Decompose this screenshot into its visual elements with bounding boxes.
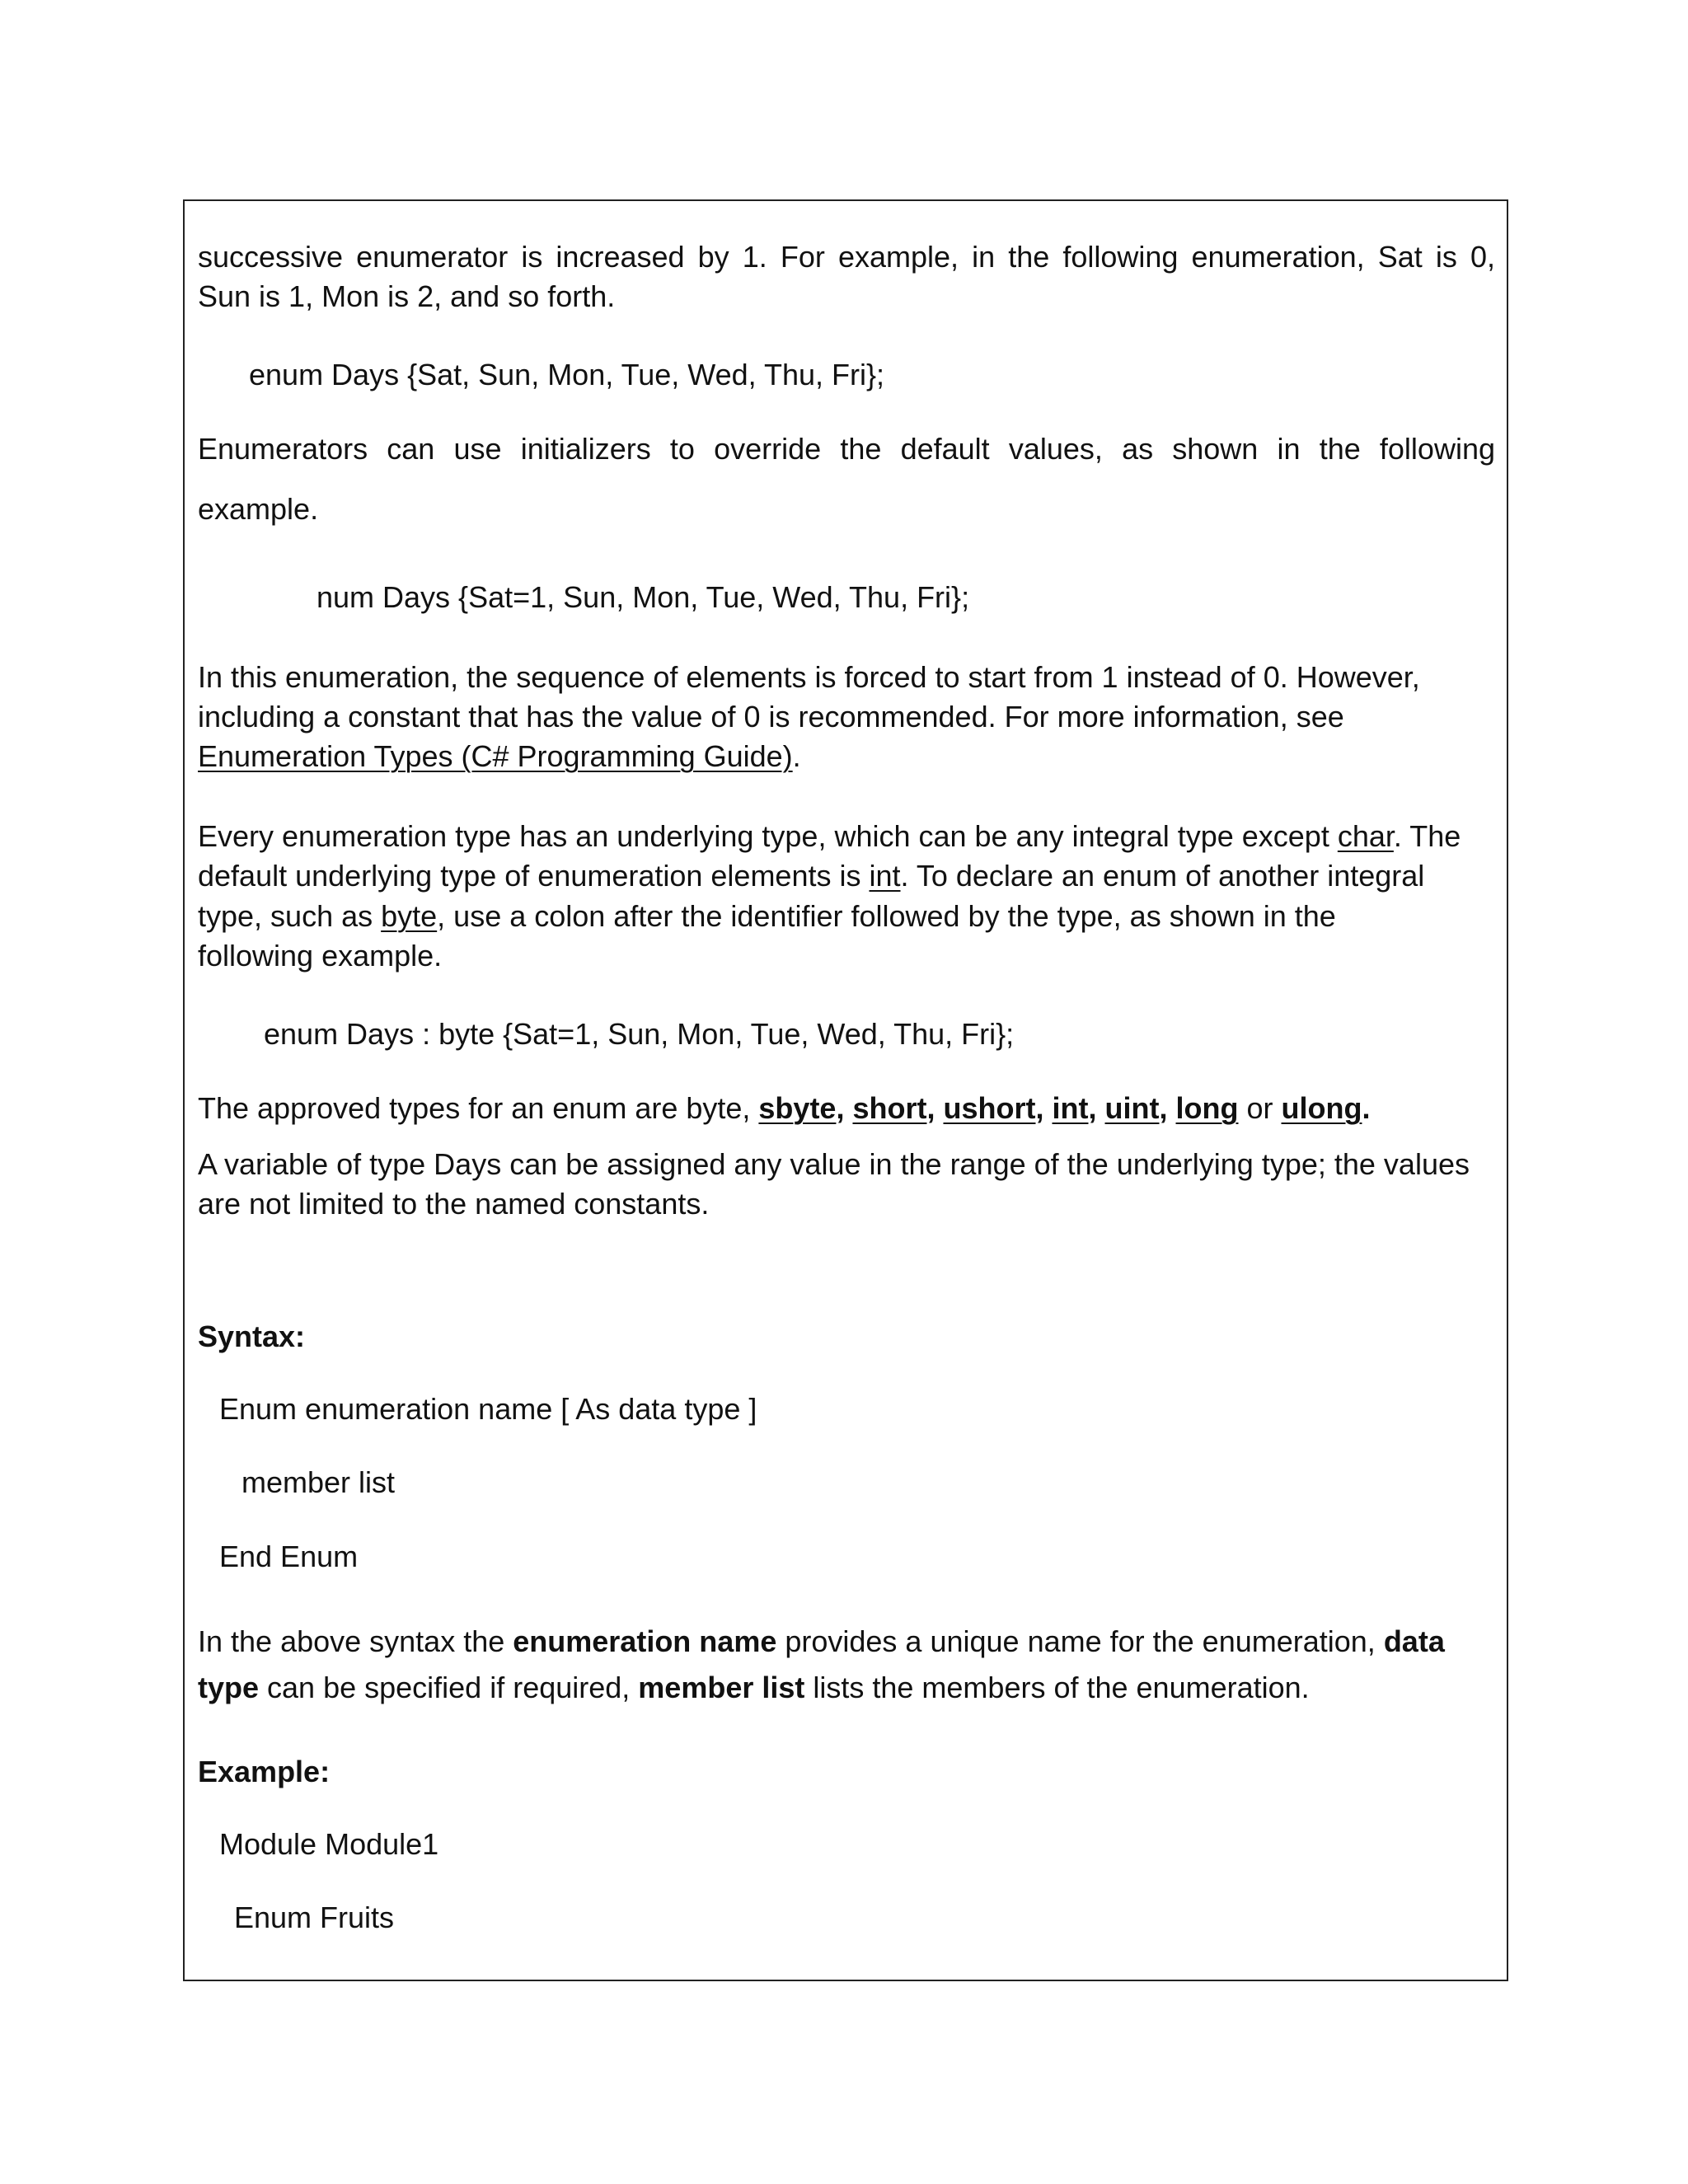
long-link[interactable]: long: [1175, 1091, 1239, 1125]
int-type-link[interactable]: int: [1052, 1091, 1089, 1125]
ushort-link[interactable]: ushort: [943, 1091, 1036, 1125]
ulong-link[interactable]: ulong: [1281, 1091, 1362, 1125]
paragraph-variable-line2: are not limited to the named constants.: [198, 1187, 710, 1221]
paragraph-sequence-line2: including a constant that has the value of 0 is recommended. For more information, see: [198, 700, 1344, 733]
code-num-days: num Days {Sat=1, Sun, Mon, Tue, Wed, Thu, Fri};: [316, 580, 970, 614]
syntax-heading: Syntax:: [198, 1319, 306, 1353]
sbyte-link[interactable]: sbyte: [758, 1091, 837, 1125]
paragraph-initializers-line2: example.: [198, 492, 319, 526]
code-enum-days-byte: enum Days : byte {Sat=1, Sun, Mon, Tue, Wed, Thu, Fri};: [264, 1017, 1015, 1051]
char-link[interactable]: char: [1337, 819, 1394, 853]
code-enum-days: enum Days {Sat, Sun, Mon, Tue, Wed, Thu, Fri};: [249, 358, 885, 391]
paragraph-approved-types: The approved types for an enum are byte, sbyte, short, ushort, int, uint, long or ulong.: [198, 1091, 1371, 1125]
example-line-enum-fruits: Enum Fruits: [234, 1900, 395, 1934]
paragraph-initializers-line1: Enumerators can use initializers to override the default values, as shown in the following: [198, 432, 1495, 466]
short-link[interactable]: short: [852, 1091, 927, 1125]
paragraph-underlying-line4: following example.: [198, 939, 443, 972]
byte-link[interactable]: byte: [381, 899, 438, 933]
paragraph-enumerator-line1: successive enumerator is increased by 1. For example, in the following enumeration, Sat is 0,: [198, 240, 1495, 274]
paragraph-enumerator-line2: Sun is 1, Mon is 2, and so forth.: [198, 279, 616, 313]
syntax-line-member-list: member list: [241, 1465, 396, 1499]
uint-link[interactable]: uint: [1104, 1091, 1160, 1125]
example-heading: Example:: [198, 1755, 331, 1788]
paragraph-syntax-explanation-line2: type can be specified if required, member list lists the members of the enumeration.: [198, 1671, 1310, 1704]
paragraph-sequence-line3: Enumeration Types (C# Programming Guide).: [198, 739, 801, 773]
paragraph-underlying-line1: Every enumeration type has an underlying type, which can be any integral type except char. The: [198, 819, 1461, 853]
paragraph-variable-line1: A variable of type Days can be assigned any value in the range of the underlying type; the values: [198, 1147, 1470, 1181]
paragraph-sequence-line1: In this enumeration, the sequence of elements is forced to start from 1 instead of 0. However,: [198, 660, 1420, 694]
int-link[interactable]: int: [869, 859, 901, 893]
paragraph-syntax-explanation-line1: In the above syntax the enumeration name provides a unique name for the enumeration, data: [198, 1624, 1445, 1658]
paragraph-underlying-line2: default underlying type of enumeration elements is int. To declare an enum of another integral: [198, 859, 1425, 893]
enumeration-types-link[interactable]: Enumeration Types (C# Programming Guide): [198, 739, 793, 773]
syntax-line-end-enum: End Enum: [219, 1540, 359, 1573]
example-line-module: Module Module1: [219, 1827, 439, 1861]
syntax-line-enum: Enum enumeration name [ As data type ]: [219, 1392, 757, 1426]
paragraph-underlying-line3: type, such as byte, use a colon after the identifier followed by the type, as shown in the: [198, 899, 1336, 933]
